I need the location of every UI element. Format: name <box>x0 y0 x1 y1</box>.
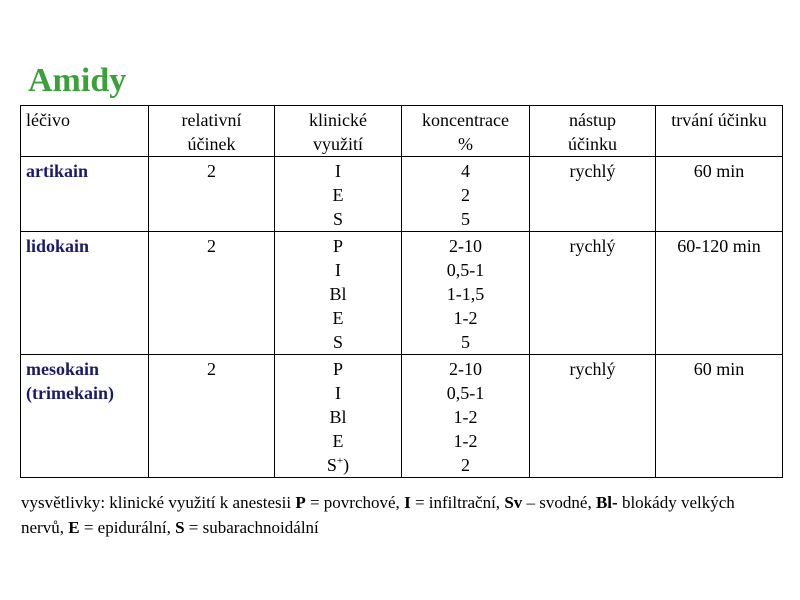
duration-cell <box>656 157 783 232</box>
clinical-use-value: I <box>335 161 341 181</box>
clinical-use-value: E <box>332 431 344 451</box>
duration-cell <box>656 355 783 478</box>
concentration-value: 1-2 <box>453 308 478 328</box>
concentration-cell <box>402 355 530 478</box>
legend-intro: vysvětlivky: klinické využití k anestesii <box>21 493 296 512</box>
clinical-use-cell <box>275 355 402 478</box>
concentration-value: 2-10 <box>449 359 482 379</box>
header-cell-relative-effect <box>149 106 275 157</box>
drug-table <box>20 105 783 478</box>
table-row <box>21 157 783 232</box>
concentration-cell <box>402 157 530 232</box>
clinical-use-value: P <box>332 359 343 379</box>
concentration-value: 2-10 <box>449 236 482 256</box>
header-text: nástup <box>569 110 616 130</box>
drug-name: lidokain <box>26 236 90 256</box>
onset-cell <box>530 157 656 232</box>
table-row <box>21 232 783 355</box>
legend-desc: = povrchové, <box>305 493 405 512</box>
header-text: koncentrace <box>422 110 509 130</box>
header-text: využití <box>313 134 363 154</box>
legend-abbr: P <box>295 493 306 512</box>
clinical-use-value: S <box>332 209 343 229</box>
legend-abbr: E <box>68 518 80 537</box>
page-title: Amidy <box>28 62 127 99</box>
clinical-use-value: Bl <box>329 407 347 427</box>
drug-name-cell <box>21 355 149 478</box>
concentration-value: 1-1,5 <box>446 284 485 304</box>
clinical-use-value: I <box>335 383 341 403</box>
legend-desc: = epidurální, <box>79 518 176 537</box>
onset-cell <box>530 355 656 478</box>
concentration-value: 5 <box>461 332 470 352</box>
drug-name-cell <box>21 157 149 232</box>
table-row <box>21 355 783 478</box>
drug-name-alt: (trimekain) <box>26 383 114 403</box>
clinical-use-value: S <box>332 332 343 352</box>
relative-effect-value: 2 <box>207 161 216 181</box>
legend-desc: = infiltrační, <box>410 493 505 512</box>
clinical-use-cell <box>275 157 402 232</box>
clinical-use-value-last <box>280 453 396 477</box>
relative-effect-cell <box>149 232 275 355</box>
clinical-use-value: E <box>332 185 344 205</box>
header-cell-drug <box>21 106 149 157</box>
header-text: relativní <box>181 110 242 130</box>
concentration-value: 2 <box>461 455 470 475</box>
legend-desc: = subarachnoidální <box>184 518 319 537</box>
clinical-use-value: I <box>335 260 341 280</box>
header-cell-concentration <box>402 106 530 157</box>
legend-abbr: Sv <box>504 493 523 512</box>
header-text: klinické <box>309 110 367 130</box>
concentration-value: 2 <box>461 185 470 205</box>
header-text: trvání účinku <box>671 110 767 130</box>
duration-value: 60 min <box>693 161 745 181</box>
duration-cell <box>656 232 783 355</box>
header-text: účinek <box>187 134 236 154</box>
legend-abbr: Bl- <box>595 493 618 512</box>
clinical-use-value: E <box>332 308 344 328</box>
onset-cell <box>530 232 656 355</box>
concentration-cell <box>402 232 530 355</box>
clinical-use-value: P <box>332 236 343 256</box>
onset-value: rychlý <box>569 161 616 181</box>
header-text: % <box>458 134 473 154</box>
legend-desc: – svodné, <box>522 493 596 512</box>
header-cell-clinical-use <box>275 106 402 157</box>
header-cell-onset <box>530 106 656 157</box>
relative-effect-cell <box>149 157 275 232</box>
table-header-row <box>21 106 783 157</box>
concentration-value: 4 <box>461 161 470 181</box>
clinical-use-value: Bl <box>329 284 347 304</box>
header-cell-duration <box>656 106 783 157</box>
drug-name-cell <box>21 232 149 355</box>
concentration-value: 1-2 <box>453 407 478 427</box>
header-text: léčivo <box>26 110 70 130</box>
concentration-value: 1-2 <box>453 431 478 451</box>
relative-effect-value: 2 <box>207 236 216 256</box>
legend-desc: blokády velkých nervů, <box>21 493 735 537</box>
legend-abbr: I <box>404 493 411 512</box>
duration-value: 60 min <box>693 359 745 379</box>
closing-paren: ) <box>343 455 350 475</box>
drug-name: mesokain <box>26 359 100 379</box>
legend-abbr: S <box>175 518 185 537</box>
duration-value: 60-120 min <box>677 236 761 256</box>
drug-name: artikain <box>26 161 89 181</box>
concentration-value: 0,5-1 <box>446 260 485 280</box>
clinical-use-cell <box>275 232 402 355</box>
relative-effect-cell <box>149 355 275 478</box>
concentration-value: 0,5-1 <box>446 383 485 403</box>
concentration-value: 5 <box>461 209 470 229</box>
legend-text <box>21 490 781 540</box>
superscript-plus: + <box>336 455 344 467</box>
relative-effect-value: 2 <box>207 359 216 379</box>
onset-value: rychlý <box>569 359 616 379</box>
onset-value: rychlý <box>569 236 616 256</box>
clinical-use-code: S <box>326 455 337 475</box>
header-text: účinku <box>568 134 617 154</box>
